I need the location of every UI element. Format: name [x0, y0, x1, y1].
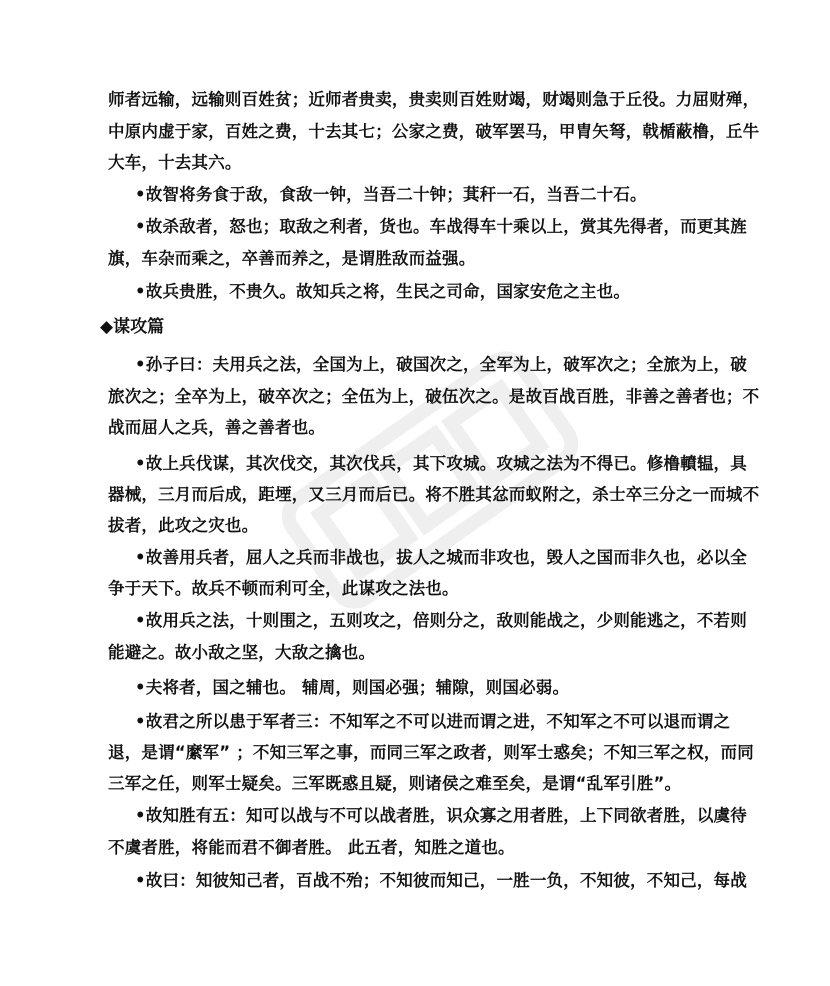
text-line: 旗，车杂而乘之，卒善而养之，是谓胜敌而益强。: [108, 249, 476, 268]
text-line: 器械，三月而后成，距堙，又三月而后已。将不胜其忿而蚁附之，杀士卒三分之一而城不: [108, 485, 760, 504]
text-line: •故上兵伐谋，其次伐交，其次伐兵，其下攻城。攻城之法为不得已。修橹轒辒，具: [135, 454, 747, 473]
text-line: •故君之所以患于军者三：不知军之不可以进而谓之进，不知军之不可以退而谓之: [135, 712, 731, 731]
text-line: •故知胜有五：知可以战与不可以战者胜，识众寡之用者胜，上下同欲者胜，以虞待: [135, 806, 747, 825]
text-line: 能避之。故小敌之坚，大敌之擒也。: [108, 643, 376, 662]
text-line: •故善用兵者，屈人之兵而非战也，拔人之城而非攻也，毁人之国而非久也，必以全: [135, 548, 747, 567]
text-line: 退，是谓“縻军” ；不知三军之事，而同三军之政者，则军士惑矣；不知三军之权，而同: [108, 743, 754, 762]
text-line: •故杀敌者，怒也；取敌之利者，货也。车战得车十乘以上，赏其先得者，而更其旌: [135, 217, 747, 236]
text-line: 拔者，此攻之灾也。: [108, 516, 259, 535]
text-line: 战而屈人之兵，善之善者也。: [108, 418, 326, 437]
text-line: •故用兵之法，十则围之，五则攻之，倍则分之，敌则能战之，少则能逃之，不若则: [135, 611, 747, 630]
text-line: •故智将务食于敌，食敌一钟，当吾二十钟；萁秆一石，当吾二十石。: [135, 185, 647, 204]
text-line: 中原内虚于家，百姓之费，十去其七；公家之费，破军罢马，甲胄矢弩，戟楯蔽橹，丘牛: [108, 122, 760, 141]
text-line: 不虞者胜，将能而君不御者胜。 此五者，知胜之道也。: [108, 838, 515, 857]
text-line: •故兵贵胜，不贵久。故知兵之将，生民之司命，国家安危之主也。: [135, 282, 631, 301]
text-line: 旅次之；全卒为上，破卒次之；全伍为上，破伍次之。是故百战百胜，非善之善者也；不: [108, 387, 760, 406]
text-line: 大车，十去其六。: [108, 153, 242, 172]
text-line: 争于天下。故兵不顿而利可全，此谋攻之法也。: [108, 579, 459, 598]
text-line: 三军之任，则军士疑矣。三军既惑且疑，则诸侯之难至矣，是谓“乱军引胜”。: [108, 774, 682, 793]
text-line: •故曰：知彼知己者，百战不殆；不知彼而知己，一胜一负，不知彼，不知己，每战: [135, 871, 747, 890]
text-line: 师者远输，远输则百姓贫；近师者贵卖，贵卖则百姓财竭，财竭则急于丘役。力屈财殚，: [108, 90, 760, 109]
text-line: •孙子曰：夫用兵之法，全国为上，破国次之，全军为上，破军次之；全旅为上，破: [135, 355, 747, 374]
section-title: ◆谋攻篇: [100, 317, 165, 337]
text-line: •夫将者，国之辅也。 辅周，则国必强；辅隙，则国必弱。: [135, 678, 570, 697]
